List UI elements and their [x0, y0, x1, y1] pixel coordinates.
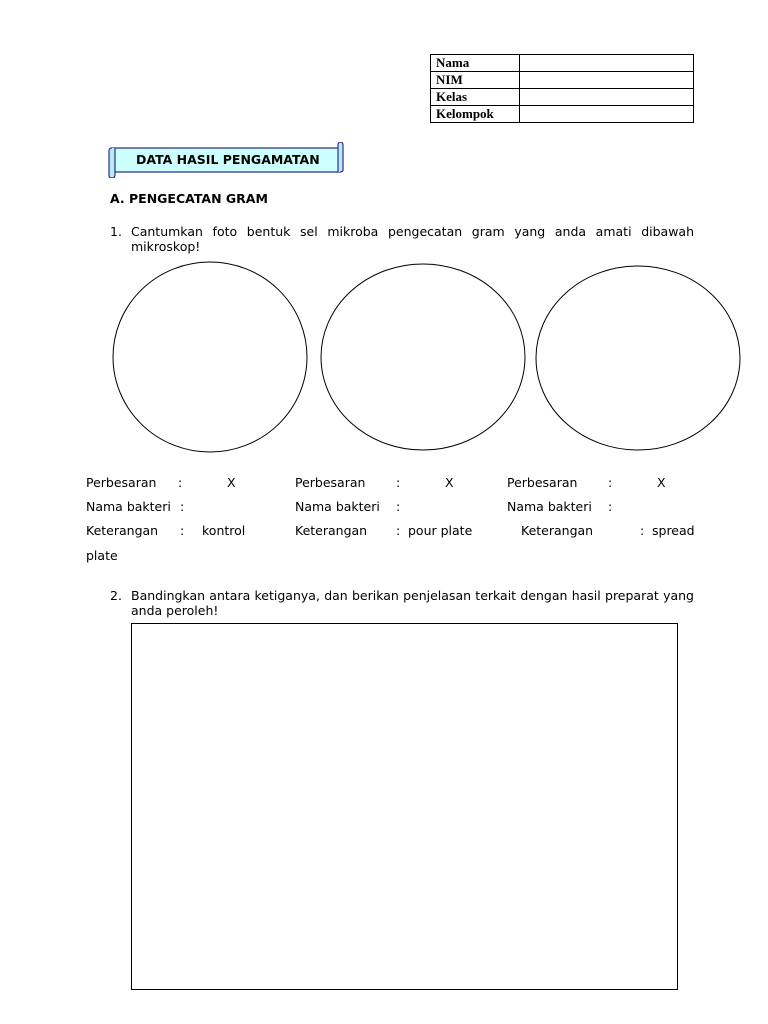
question-text: Cantumkan foto bentuk sel mikroba pengecatan gram yang anda amati dibawah mikroskop! — [131, 224, 694, 254]
identity-table — [430, 54, 694, 123]
colon: : — [396, 523, 401, 538]
identity-row-kelompok — [431, 106, 694, 123]
banner-title: DATA HASIL PENGAMATAN — [136, 152, 320, 167]
magnification-label: Perbesaran — [86, 475, 157, 490]
note-value: kontrol — [202, 523, 246, 538]
observation-circle[interactable] — [321, 264, 525, 450]
note-value-continuation: plate — [86, 548, 118, 563]
question-number: 2. — [110, 588, 122, 603]
identity-value-field[interactable] — [520, 106, 694, 123]
identity-label: Kelompok — [431, 106, 520, 123]
colon: : — [180, 499, 185, 514]
magnification-value: X — [227, 475, 236, 490]
identity-value-field[interactable] — [520, 55, 694, 72]
colon: : — [396, 499, 401, 514]
section-heading: A. PENGECATAN GRAM — [110, 191, 268, 206]
note-value: pour plate — [408, 523, 473, 538]
note-label: Keterangan — [295, 523, 368, 538]
answer-box[interactable] — [131, 623, 678, 990]
magnification-value: X — [445, 475, 454, 490]
identity-row-nim — [431, 72, 694, 89]
colon: : — [608, 499, 613, 514]
colon: : — [640, 523, 645, 538]
colon: : — [178, 475, 183, 490]
question-text: Bandingkan antara ketiganya, dan berikan penjelasan terkait dengan hasil preparat yang anda peroleh! — [131, 588, 694, 618]
magnification-label: Perbesaran — [295, 475, 366, 490]
bacteria-name-label: Nama bakteri — [507, 499, 592, 514]
bacteria-name-label: Nama bakteri — [295, 499, 380, 514]
magnification-value: X — [657, 475, 666, 490]
observation-circle[interactable] — [536, 266, 740, 450]
identity-value-field[interactable] — [520, 89, 694, 106]
identity-label: NIM — [431, 72, 520, 89]
colon: : — [608, 475, 613, 490]
identity-row-nama — [431, 55, 694, 72]
identity-value-field[interactable] — [520, 72, 694, 89]
colon: : — [180, 523, 185, 538]
identity-label: Nama — [431, 55, 520, 72]
question-number: 1. — [110, 224, 122, 239]
colon: : — [396, 475, 401, 490]
identity-label: Kelas — [431, 89, 520, 106]
note-label: Keterangan — [86, 523, 159, 538]
observation-circle[interactable] — [113, 262, 307, 452]
note-value: spread — [652, 523, 695, 538]
note-label: Keterangan — [521, 523, 594, 538]
bacteria-name-label: Nama bakteri — [86, 499, 171, 514]
identity-row-kelas — [431, 89, 694, 106]
magnification-label: Perbesaran — [507, 475, 578, 490]
observation-circles — [100, 258, 750, 458]
